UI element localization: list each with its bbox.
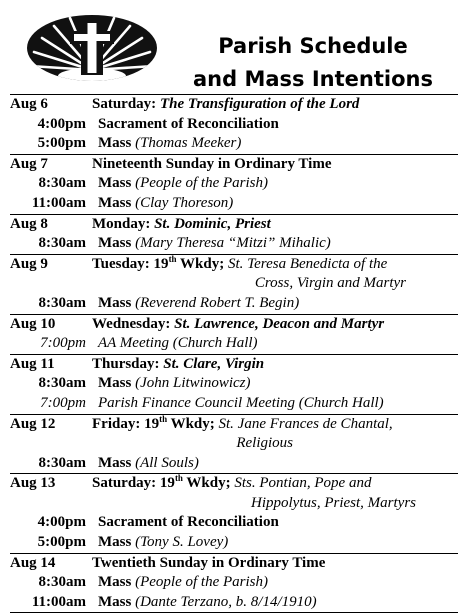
event-row (10, 394, 458, 414)
entry-date: Aug 7 (10, 155, 48, 172)
entry-date: Aug 8 (10, 215, 48, 232)
event-label: Sacrament of Reconciliation (98, 514, 279, 531)
event-label: Sacrament of Reconciliation (98, 115, 279, 132)
day-row (10, 315, 458, 335)
mass-intention: (Mary Theresa “Mitzi” Mihalic) (135, 235, 331, 252)
day-label: Monday: (92, 215, 151, 232)
feast-name: St. Dominic, Priest (154, 215, 271, 232)
mass-intention: (People of the Parish) (135, 574, 268, 591)
event-time: 5:00pm (37, 135, 86, 152)
event-label: Parish Finance Council Meeting (Church Hall) (98, 394, 384, 411)
day-row-continued (10, 434, 458, 454)
schedule-entry (10, 254, 458, 314)
mass-intention: (John Litwinowicz) (135, 375, 251, 392)
event-row (10, 593, 458, 613)
event-row (10, 294, 458, 314)
day-label: Saturday: 19 (92, 475, 175, 492)
mass-intention: (People of the Parish) (135, 175, 268, 192)
event-label: Mass (98, 175, 132, 192)
schedule-entry (10, 154, 458, 214)
feast-name: Sts. Pontian, Pope and (234, 475, 372, 492)
event-time: 5:00pm (37, 534, 86, 551)
event-label: Mass (98, 574, 132, 591)
day-label: Nineteenth Sunday in Ordinary Time (92, 155, 332, 172)
event-row (10, 194, 458, 214)
feast-name: St. Teresa Benedicta of the (228, 255, 388, 272)
event-row (10, 174, 458, 194)
day-label: Saturday: (92, 96, 157, 112)
event-time: 8:30am (38, 375, 86, 392)
day-label-rest: Wkdy; (167, 415, 215, 432)
ordinal-suffix: th (168, 254, 177, 264)
day-label: Twentieth Sunday in Ordinary Time (92, 554, 326, 571)
schedule-list (10, 94, 458, 613)
day-row (10, 474, 458, 494)
day-label: Thursday: (92, 355, 160, 372)
day-label-rest: Wkdy; (176, 255, 225, 272)
ordinal-suffix: th (159, 414, 168, 424)
schedule-entry (10, 214, 458, 254)
event-time: 8:30am (38, 574, 86, 591)
feast-name-continued: Religious (236, 435, 293, 452)
day-label: Tuesday: 19 (92, 255, 169, 272)
schedule-entry (10, 94, 458, 154)
event-row (10, 115, 458, 135)
event-row (10, 513, 458, 533)
event-row (10, 134, 458, 154)
event-label: Mass (98, 294, 132, 311)
event-time: 8:30am (38, 454, 86, 471)
event-row (10, 234, 458, 254)
event-time: 8:30am (38, 294, 86, 311)
day-label-rest: Wkdy; (182, 475, 231, 492)
day-row (10, 554, 458, 574)
page-title-line2: and Mass Intentions (193, 67, 433, 91)
feast-name-continued: Hippolytus, Priest, Martyrs (251, 494, 416, 511)
feast-name: St. Clare, Virgin (163, 355, 265, 372)
day-label: Wednesday: (92, 315, 171, 332)
day-row (10, 215, 458, 235)
event-label: Mass (98, 593, 132, 610)
day-row (10, 95, 458, 115)
feast-name: St. Jane Frances de Chantal, (218, 415, 393, 432)
event-time: 8:30am (38, 235, 86, 252)
feast-name: The Transfiguration of the Lord (159, 96, 360, 112)
day-row-continued (10, 274, 458, 294)
day-row (10, 415, 458, 435)
event-row (10, 533, 458, 553)
header (0, 0, 468, 92)
event-row (10, 454, 458, 474)
mass-intention: (Tony S. Lovey) (135, 534, 229, 551)
mass-intention: (All Souls) (135, 454, 199, 471)
day-row (10, 255, 458, 275)
event-row (10, 573, 458, 593)
schedule-entry (10, 354, 458, 414)
entry-date: Aug 11 (10, 355, 55, 372)
entry-date: Aug 10 (10, 315, 56, 332)
event-label: Mass (98, 454, 132, 471)
event-label: AA Meeting (Church Hall) (98, 335, 258, 352)
cross-sunburst-icon (26, 14, 158, 82)
ordinal-suffix: th (174, 474, 183, 484)
event-label: Mass (98, 534, 132, 551)
event-label: Mass (98, 135, 132, 152)
page-title-line1: Parish Schedule (218, 34, 408, 58)
feast-name-continued: Cross, Virgin and Martyr (254, 275, 406, 292)
day-row-continued (10, 494, 458, 514)
event-time: 11:00am (31, 593, 86, 610)
schedule-entry (10, 414, 458, 474)
mass-intention: (Dante Terzano, b. 8/14/1910) (135, 593, 317, 610)
event-time: 4:00pm (37, 514, 86, 531)
day-row (10, 355, 458, 375)
mass-intention: (Clay Thoreson) (135, 194, 234, 211)
event-time: 4:00pm (37, 115, 86, 132)
entry-date: Aug 13 (10, 475, 56, 492)
entry-date: Aug 12 (10, 415, 56, 432)
day-label: Friday: 19 (92, 415, 160, 432)
event-row (10, 374, 458, 394)
entry-date: Aug 9 (10, 255, 48, 272)
schedule-entry (10, 314, 458, 354)
entry-date: Aug 6 (10, 96, 48, 112)
entry-date: Aug 14 (10, 554, 56, 571)
mass-intention: (Reverend Robert T. Begin) (135, 294, 300, 311)
event-time: 7:00pm (40, 394, 86, 411)
event-row (10, 334, 458, 354)
feast-name: St. Lawrence, Deacon and Martyr (174, 315, 385, 332)
event-time: 7:00pm (40, 335, 86, 352)
event-time: 8:30am (38, 175, 86, 192)
schedule-entry (10, 473, 458, 552)
event-label: Mass (98, 235, 132, 252)
schedule-entry (10, 553, 458, 613)
event-time: 11:00am (31, 194, 86, 211)
event-label: Mass (98, 375, 132, 392)
mass-intention: (Thomas Meeker) (135, 135, 242, 152)
day-row (10, 155, 458, 175)
event-label: Mass (98, 194, 132, 211)
